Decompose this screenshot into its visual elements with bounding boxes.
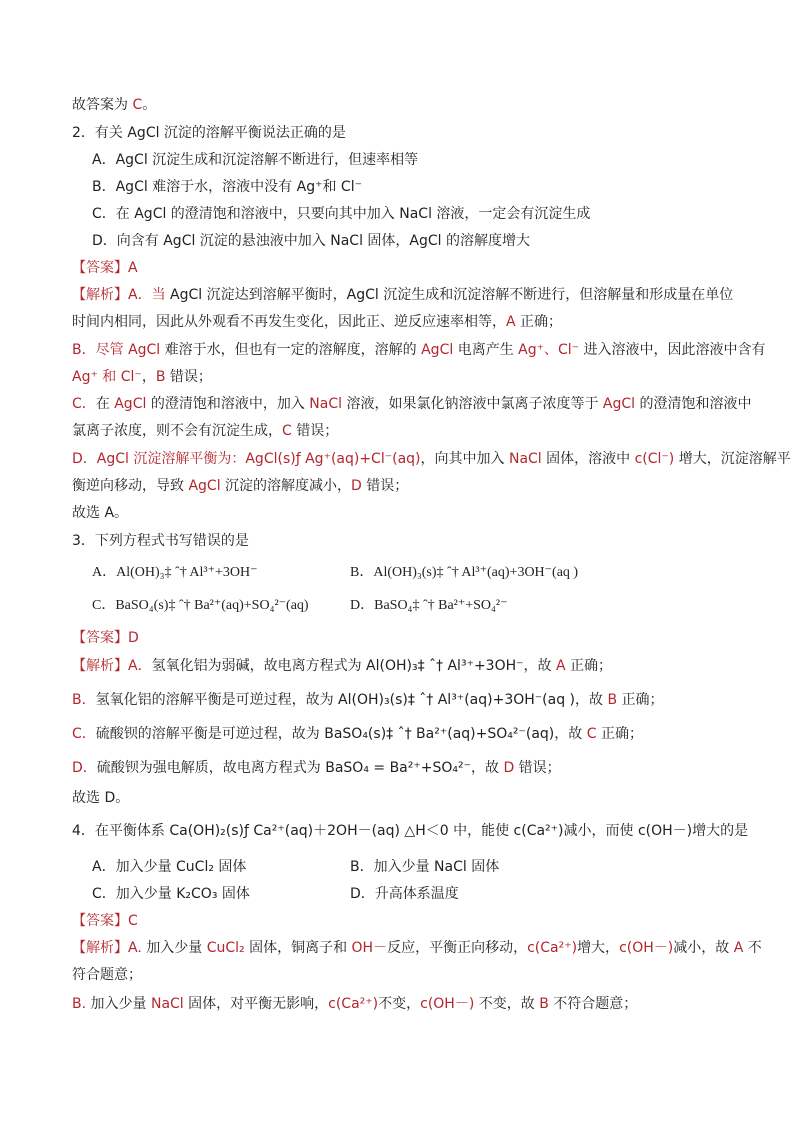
text-line: [72, 285, 733, 305]
highlight-text: c(Ca²⁺): [527, 940, 578, 956]
highlight-text: AgCl 沉淀溶解平衡为：AgCl(s)ƒ Ag⁺(aq)+Cl⁻(aq): [96, 451, 421, 467]
highlight-text: D: [503, 760, 515, 776]
body-text: 正确；: [515, 314, 563, 330]
text-line: [72, 503, 128, 523]
body-text: 沉淀的溶解度减小，: [220, 478, 352, 494]
body-text: 正确；: [617, 692, 664, 708]
highlight-text: AgCl: [602, 396, 636, 412]
body-text: 固体，铜离子和: [244, 940, 352, 956]
body-text: A．AgCl 沉淀生成和沉淀溶解不断进行，但速率相等: [92, 152, 419, 168]
body-text: 硫酸钡为强电解质，故电离方程式为 BaSO₄ = Ba²⁺+SO₄²⁻，故: [96, 760, 504, 776]
highlight-text: D．: [72, 451, 97, 467]
text-line: [72, 421, 338, 441]
body-text: ，: [141, 369, 156, 385]
highlight-text: Ag⁺、Cl⁻: [518, 342, 580, 358]
highlight-text: NaCl: [309, 396, 342, 412]
text-line: [72, 95, 156, 115]
body-text: 加入少量: [86, 996, 151, 1012]
text-line: [72, 340, 766, 360]
highlight-text: 【解析】: [72, 658, 128, 674]
option-q3c: C．BaSO₄(s)‡ ˆ† Ba²⁺(aq)+SO₄²⁻(aq): [92, 598, 309, 613]
highlight-text: C．: [72, 396, 96, 412]
body-text: 错误；: [514, 760, 561, 776]
highlight-text: A.: [128, 940, 142, 956]
body-text: 不符合题意；: [548, 996, 638, 1012]
highlight-text: CuCl₂: [206, 940, 245, 956]
body-text: 加入少量: [141, 940, 207, 956]
highlight-text: B．: [72, 692, 96, 708]
highlight-text: A．当: [128, 287, 171, 303]
body-text: 3．下列方程式书写错误的是: [72, 533, 249, 549]
text-line: [72, 656, 612, 676]
text-line: [72, 367, 212, 387]
text-line: [72, 312, 562, 332]
body-text: 难溶于水，但也有一定的溶解度，溶解的: [160, 342, 422, 358]
highlight-text: C: [586, 726, 597, 742]
text-line: [72, 258, 138, 278]
body-text: C．在 AgCl 的澄清饱和溶液中，只要向其中加入 NaCl 溶液，一定会有沉淀生成: [92, 206, 591, 222]
text-line: [72, 965, 142, 985]
body-text: 符合题意；: [72, 967, 142, 983]
body-text: 固体，对平衡无影响，: [183, 996, 329, 1012]
highlight-text: C．: [72, 726, 96, 742]
highlight-text: A．: [128, 658, 152, 674]
highlight-text: A: [555, 658, 566, 674]
highlight-text: B．尽管: [72, 342, 129, 358]
highlight-text: D．: [72, 760, 97, 776]
highlight-text: 【答案】C: [72, 913, 138, 929]
highlight-text: 【答案】D: [72, 630, 139, 646]
text-line: [72, 449, 791, 469]
text-line: [92, 204, 590, 224]
highlight-text: c(OH－): [619, 940, 674, 956]
body-text: 衡逆向移动，导致: [72, 478, 189, 494]
body-text: 固体，溶液中: [541, 451, 635, 467]
body-text: 错误；: [361, 478, 409, 494]
body-text: 2．有关 AgCl 沉淀的溶解平衡说法正确的是: [72, 125, 346, 141]
option-q4d: D．升高体系温度: [350, 886, 459, 902]
body-text: D．向含有 AgCl 沉淀的悬浊液中加入 NaCl 固体，AgCl 的溶解度增大: [92, 233, 531, 249]
text-line: [72, 911, 138, 931]
option-q4a: A．加入少量 CuCl₂ 固体: [92, 859, 247, 875]
highlight-text: A: [506, 314, 516, 330]
highlight-text: 【解析】: [72, 940, 128, 956]
text-line: [72, 476, 408, 496]
body-text: 正确；: [596, 726, 643, 742]
body-text: 错误；: [291, 423, 339, 439]
body-text: 氢氧化铝为弱碱，故电离方程式为 Al(OH)₃‡ ˆ† Al³⁺+3OH⁻，故: [151, 658, 556, 674]
highlight-text: Ag⁺ 和 Cl⁻: [72, 369, 142, 385]
option-q4c: C．加入少量 K₂CO₃ 固体: [92, 886, 250, 902]
body-text: 时间内相同，因此从外观看不再发生变化，因此正、逆反应速率相等，: [72, 314, 506, 330]
body-text: 增大，沉淀溶解平: [674, 451, 791, 467]
body-text: B．AgCl 难溶于水，溶液中没有 Ag⁺和 Cl⁻: [92, 179, 362, 195]
body-text: 硫酸钡的溶解平衡是可逆过程，故为 BaSO₄(s)‡ ˆ† Ba²⁺(aq)+SO₄²⁻(aq)，故: [95, 726, 587, 742]
body-text: 故选 A。: [72, 505, 129, 521]
highlight-text: B: [155, 369, 166, 385]
body-text: 氢氧化铝的溶解平衡是可逆过程，故为 Al(OH)₃(s)‡ ˆ† Al³⁺(aq)+3OH⁻(aq )，故: [95, 692, 608, 708]
body-text: 减小，故: [673, 940, 734, 956]
body-text: AgCl 沉淀达到溶解平衡时，: [170, 287, 347, 303]
body-text: 故选 D。: [72, 790, 130, 806]
highlight-text: B: [607, 692, 618, 708]
option-q3d: D．BaSO₄‡ ˆ† Ba²⁺+SO₄²⁻: [350, 598, 508, 613]
highlight-text: 【解析】: [72, 287, 128, 303]
body-text: 不: [743, 940, 762, 956]
highlight-text: B: [539, 996, 549, 1012]
highlight-text: AgCl: [128, 342, 161, 358]
text-line: [72, 690, 664, 710]
text-line: [72, 994, 637, 1014]
body-text: ，向其中加入: [420, 451, 509, 467]
body-text: 进入溶液中，因此溶液中含有: [579, 342, 766, 358]
highlight-text: A: [733, 940, 744, 956]
highlight-text: c(OH－): [420, 996, 475, 1012]
highlight-text: NaCl: [508, 451, 542, 467]
option-q3a: A．Al(OH)₃‡ ˆ† Al³⁺+3OH⁻: [92, 565, 258, 580]
body-text: 不变，: [378, 996, 421, 1012]
body-text: 4．在平衡体系 Ca(OH)₂(s)ƒ Ca²⁺(aq)＋2OH－(aq) △H＜0 中，能使 c(Ca²⁺)减小，而使 c(OH－)增大的是: [72, 823, 749, 839]
highlight-text: 【答案】A: [72, 260, 138, 276]
highlight-text: C: [132, 97, 143, 113]
body-text: 电离产生: [453, 342, 519, 358]
text-line: [92, 177, 362, 197]
text-line: [72, 123, 346, 143]
body-text: 不变，故: [474, 996, 540, 1012]
highlight-text: AgCl: [421, 342, 454, 358]
text-line: [92, 231, 530, 251]
highlight-text: c(Ca²⁺): [328, 996, 379, 1012]
body-text: 。: [142, 97, 157, 113]
body-text: 增大，: [577, 940, 620, 956]
body-text: 在: [95, 396, 115, 412]
highlight-text: B.: [72, 996, 87, 1012]
body-text: 正确；: [565, 658, 613, 674]
body-text: 溶液，如果氯化钠溶液中氯离子浓度等于: [342, 396, 603, 412]
highlight-text: c(Cl⁻): [634, 451, 675, 467]
text-line: [72, 938, 762, 958]
text-line: [72, 788, 129, 808]
option-q3b: B．Al(OH)₃(s)‡ ˆ† Al³⁺(aq)+3OH⁻(aq ): [350, 565, 579, 580]
highlight-text: C: [282, 423, 292, 439]
body-text: 反应，平衡正向移动，: [387, 940, 528, 956]
highlight-text: AgCl: [114, 396, 147, 412]
highlight-text: AgCl: [188, 478, 221, 494]
body-text: 故答案为: [72, 97, 133, 113]
text-line: [72, 821, 748, 841]
text-line: [72, 724, 643, 744]
highlight-text: NaCl: [150, 996, 184, 1012]
highlight-text: D: [351, 478, 362, 494]
body-text: AgCl 沉淀生成和沉淀溶解不断进行，但溶解量和形成量在单位: [346, 287, 734, 303]
text-line: [72, 531, 249, 551]
text-line: [72, 628, 139, 648]
text-line: [72, 394, 752, 414]
text-line: [72, 758, 561, 778]
option-q4b: B．加入少量 NaCl 固体: [350, 859, 500, 875]
body-text: 的澄清饱和溶液中，加入: [146, 396, 310, 412]
body-text: 错误；: [165, 369, 212, 385]
body-text: 氯离子浓度，则不会有沉淀生成，: [72, 423, 282, 439]
highlight-text: OH－: [351, 940, 388, 956]
text-line: [92, 150, 418, 170]
body-text: 的澄清饱和溶液中: [635, 396, 752, 412]
